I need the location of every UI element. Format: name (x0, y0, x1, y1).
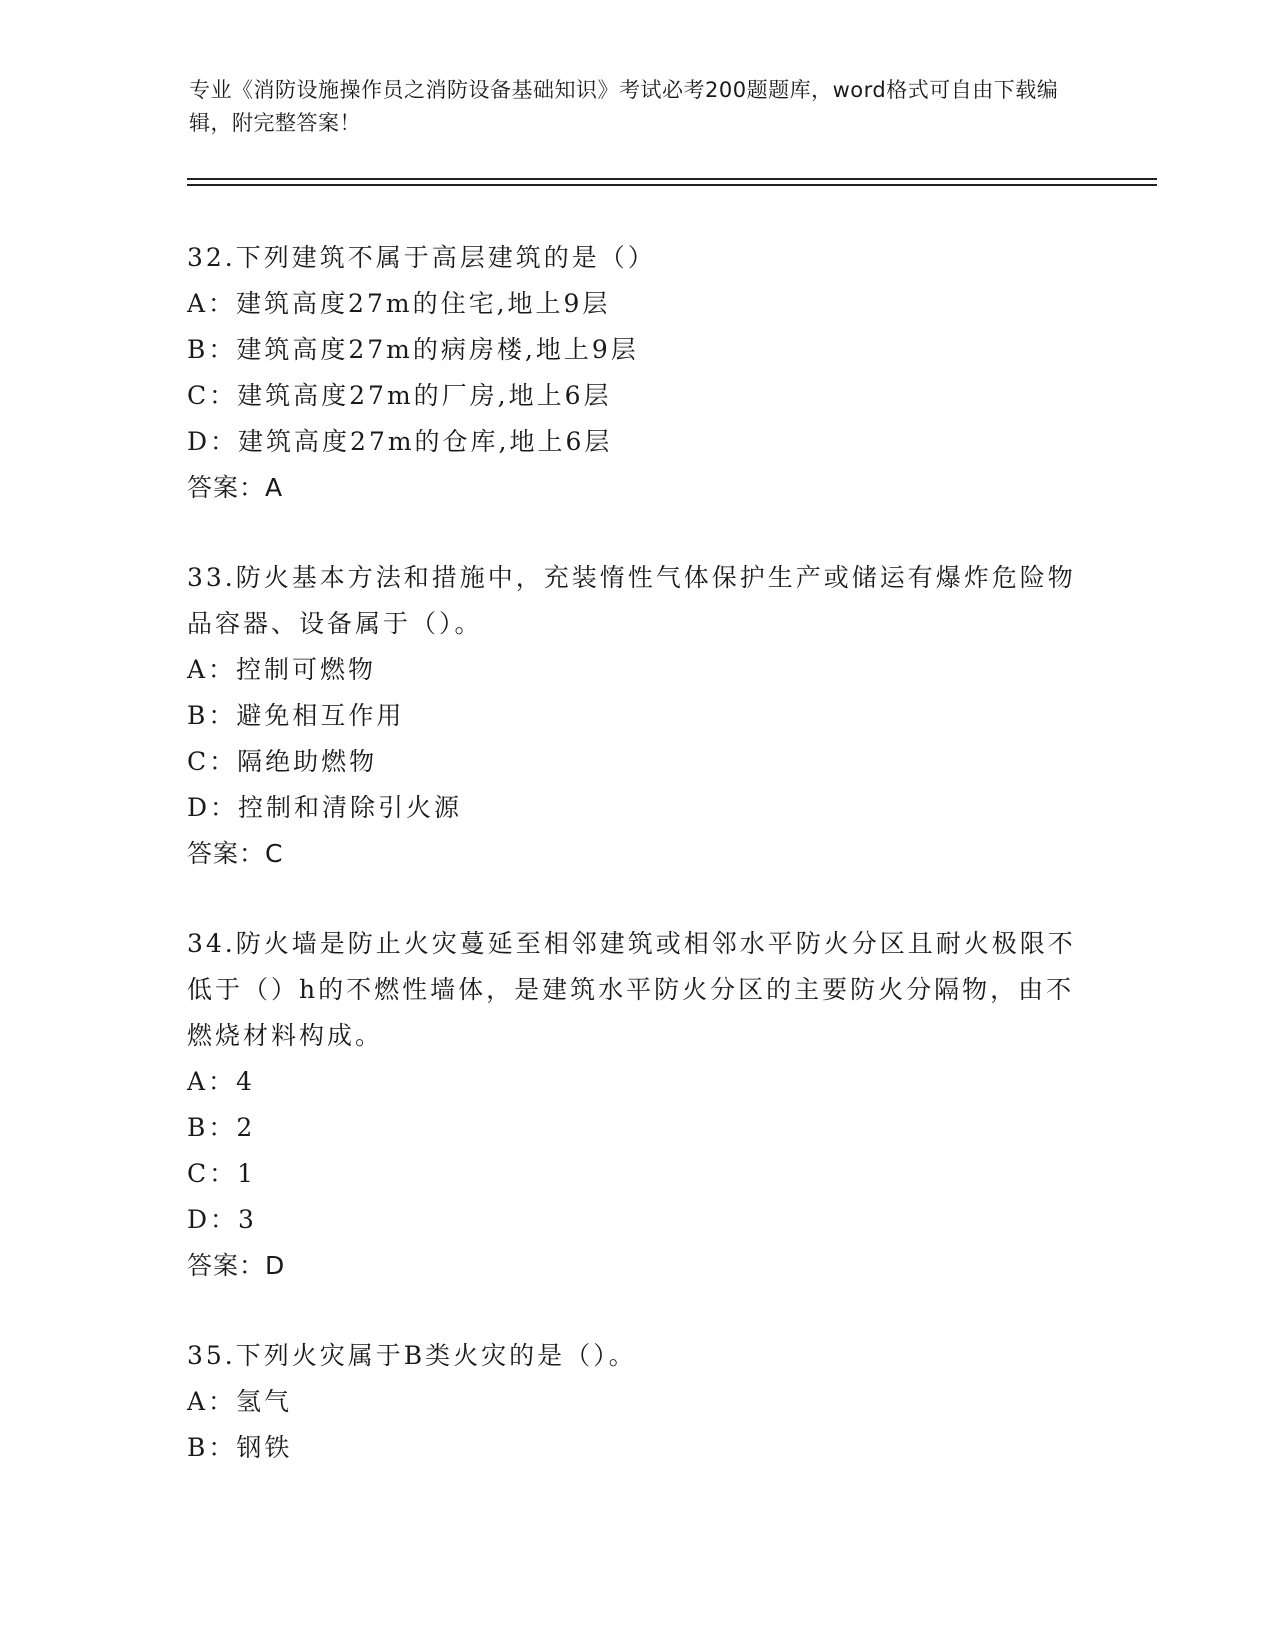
option-a: A：建筑高度27m的住宅,地上9层 (187, 289, 611, 318)
document-header (189, 74, 1079, 140)
question-33 (187, 555, 1087, 877)
option-c: C：建筑高度27m的厂房,地上6层 (187, 381, 612, 410)
question-34 (187, 921, 1087, 1289)
answer-line: 答案：D (187, 1251, 286, 1280)
question-stem: 35.下列火灾属于B类火灾的是（）。 (187, 1341, 637, 1370)
option-d: D：3 (187, 1205, 257, 1234)
header-title: 专业《消防设施操作员之消防设备基础知识》考试必考200题题库，word格式可自由下载编辑，附完整答案！ (189, 78, 1059, 135)
option-b: B：避免相互作用 (187, 701, 405, 730)
header-divider-bottom (187, 184, 1157, 186)
option-b: B：2 (187, 1113, 256, 1142)
option-a: A：控制可燃物 (187, 655, 377, 684)
option-b: B：建筑高度27m的病房楼,地上9层 (187, 335, 639, 364)
option-a: A：氢气 (187, 1387, 293, 1416)
option-b: B：钢铁 (187, 1433, 293, 1462)
option-c: C：隔绝助燃物 (187, 747, 378, 776)
question-stem: 33.防火基本方法和措施中，充装惰性气体保护生产或储运有爆炸危险物品容器、设备属于（）。 (187, 563, 1076, 638)
answer-line: 答案：C (187, 839, 284, 868)
option-d: D：建筑高度27m的仓库,地上6层 (187, 427, 613, 456)
answer-line: 答案：A (187, 473, 284, 502)
header-divider-top (187, 178, 1157, 180)
question-stem: 34.防火墙是防止火灾蔓延至相邻建筑或相邻水平防火分区且耐火极限不低于（）h的不燃性墙体，是建筑水平防火分区的主要防火分隔物，由不燃烧材料构成。 (187, 929, 1076, 1050)
question-stem: 32.下列建筑不属于高层建筑的是（） (187, 243, 656, 272)
question-35 (187, 1333, 1087, 1471)
option-d: D：控制和清除引火源 (187, 793, 463, 822)
option-a: A：4 (187, 1067, 255, 1096)
question-32 (187, 235, 1087, 511)
option-c: C：1 (187, 1159, 257, 1188)
question-list (187, 235, 1087, 1515)
